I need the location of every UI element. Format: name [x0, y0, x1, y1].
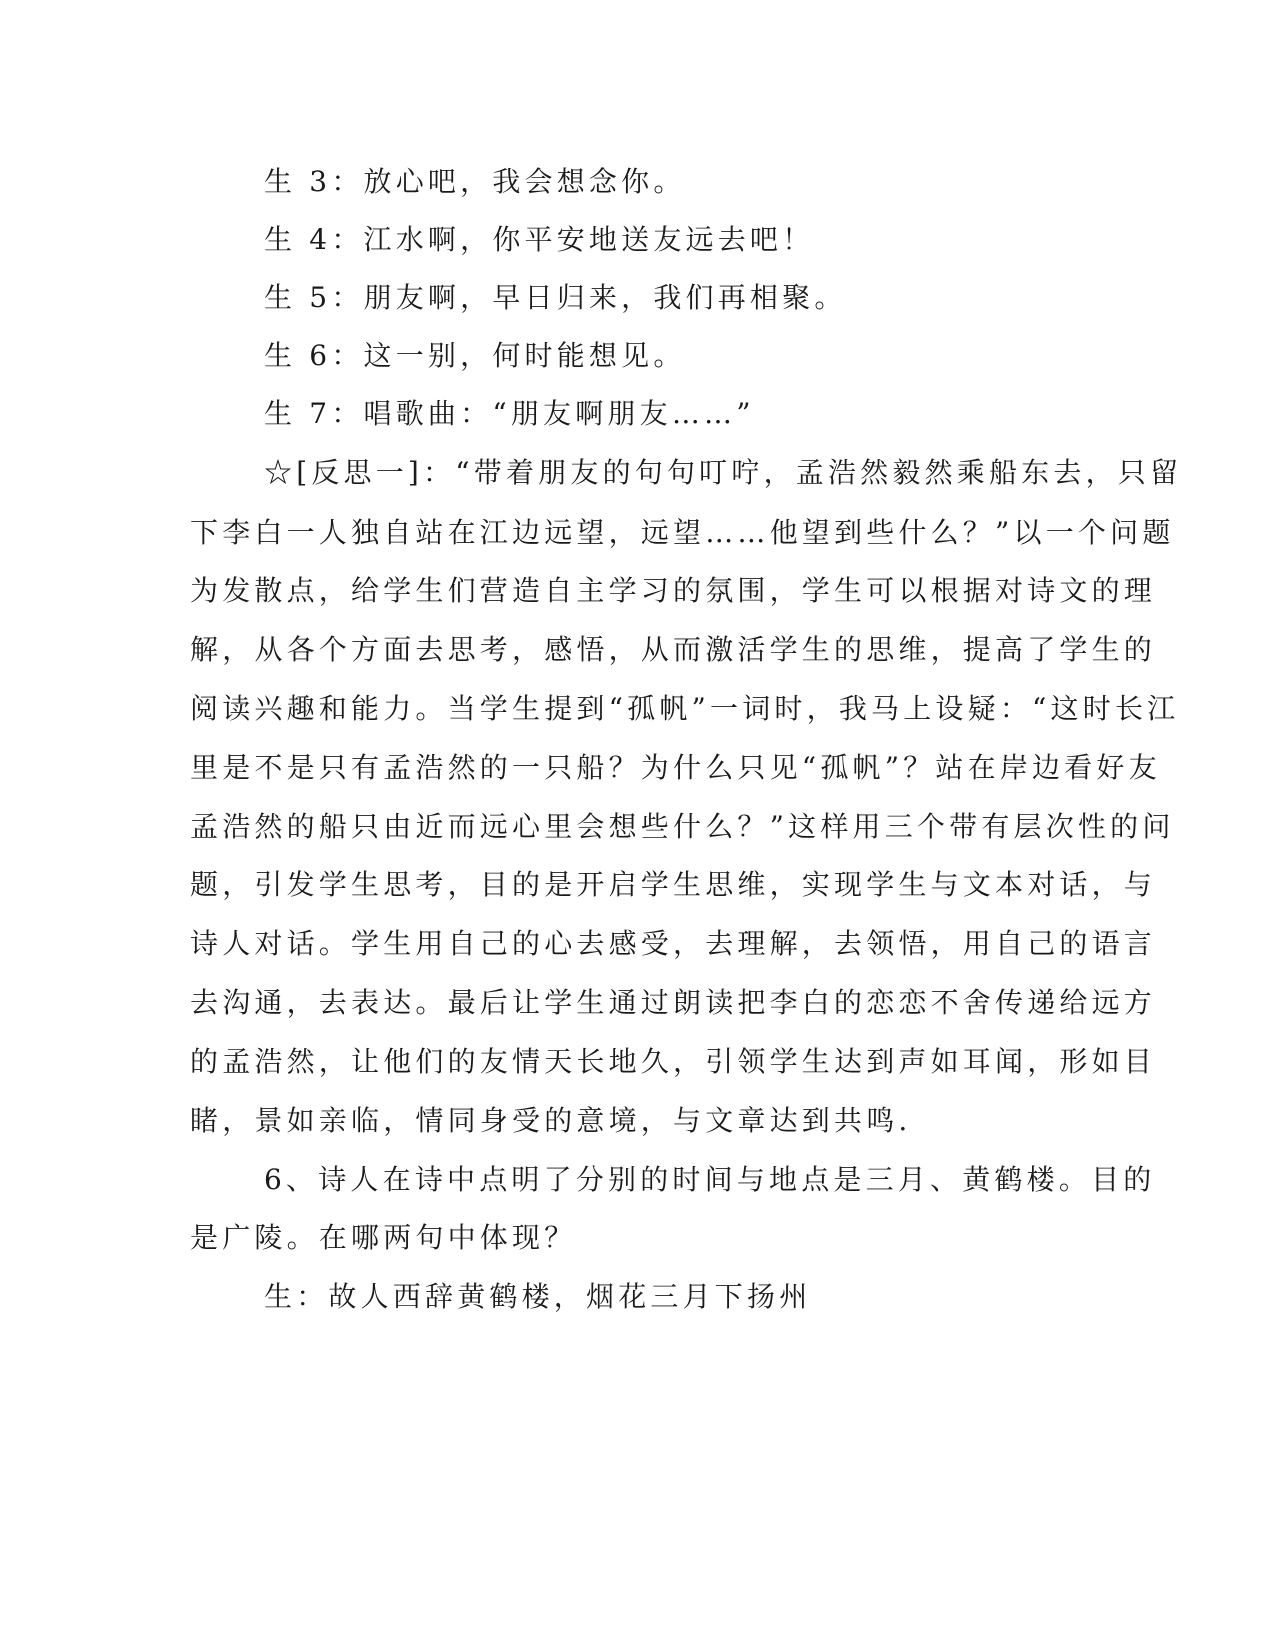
reflection-line: 睹，景如亲临，情同身受的意境，与文章达到共鸣.: [190, 1104, 912, 1137]
reflection-line: 为发散点，给学生们营造自主学习的氛围，学生可以根据对诗文的理: [190, 574, 1157, 607]
reflection-line: 孟浩然的船只由近而远心里会想些什么？”这样用三个带有层次性的问: [190, 810, 1175, 843]
reflection-line: 题，引发学生思考，目的是开启学生思维，实现学生与文本对话，与: [190, 868, 1157, 901]
reflection-line: 的孟浩然，让他们的友情天长地久，引领学生达到声如耳闻，形如目: [190, 1045, 1157, 1078]
reflection-line: 里是不是只有孟浩然的一只船？为什么只见“孤帆”？站在岸边看好友: [190, 751, 1161, 784]
question-line: 是广陵。在哪两句中体现？: [190, 1221, 577, 1254]
dialogue-line-6: 生 6：这一别，何时能想见。: [264, 339, 686, 372]
reflection-line: 阅读兴趣和能力。当学生提到“孤帆”一词时，我马上设疑：“这时长江: [190, 692, 1180, 725]
dialogue-line-3: 生 3：放心吧，我会想念你。: [264, 165, 686, 198]
dialogue-line-5: 生 5：朋友啊，早日归来，我们再相聚。: [264, 281, 847, 314]
reflection-line: 诗人对话。学生用自己的心去感受，去理解，去领悟，用自己的语言: [190, 927, 1157, 960]
question-line: 6、诗人在诗中点明了分别的时间与地点是三月、黄鹤楼。目的: [264, 1163, 1156, 1196]
dialogue-line-4: 生 4：江水啊，你平安地送友远去吧！: [264, 223, 815, 256]
dialogue-line-7: 生 7：唱歌曲：“朋友啊朋友……”: [264, 397, 755, 430]
reflection-line: 下李白一人独自站在江边远望，远望……他望到些什么？”以一个问题: [190, 516, 1175, 549]
reflection-line: ☆[反思一]：“带着朋友的句句叮咛，孟浩然毅然乘船东去，只留: [264, 456, 1183, 489]
reflection-line: 去沟通，去表达。最后让学生通过朗读把李白的恋恋不舍传递给远方: [190, 986, 1157, 1019]
answer-line: 生：故人西辞黄鹤楼，烟花三月下扬州: [264, 1280, 812, 1313]
reflection-line: 解，从各个方面去思考，感悟，从而激活学生的思维，提高了学生的: [190, 633, 1157, 666]
